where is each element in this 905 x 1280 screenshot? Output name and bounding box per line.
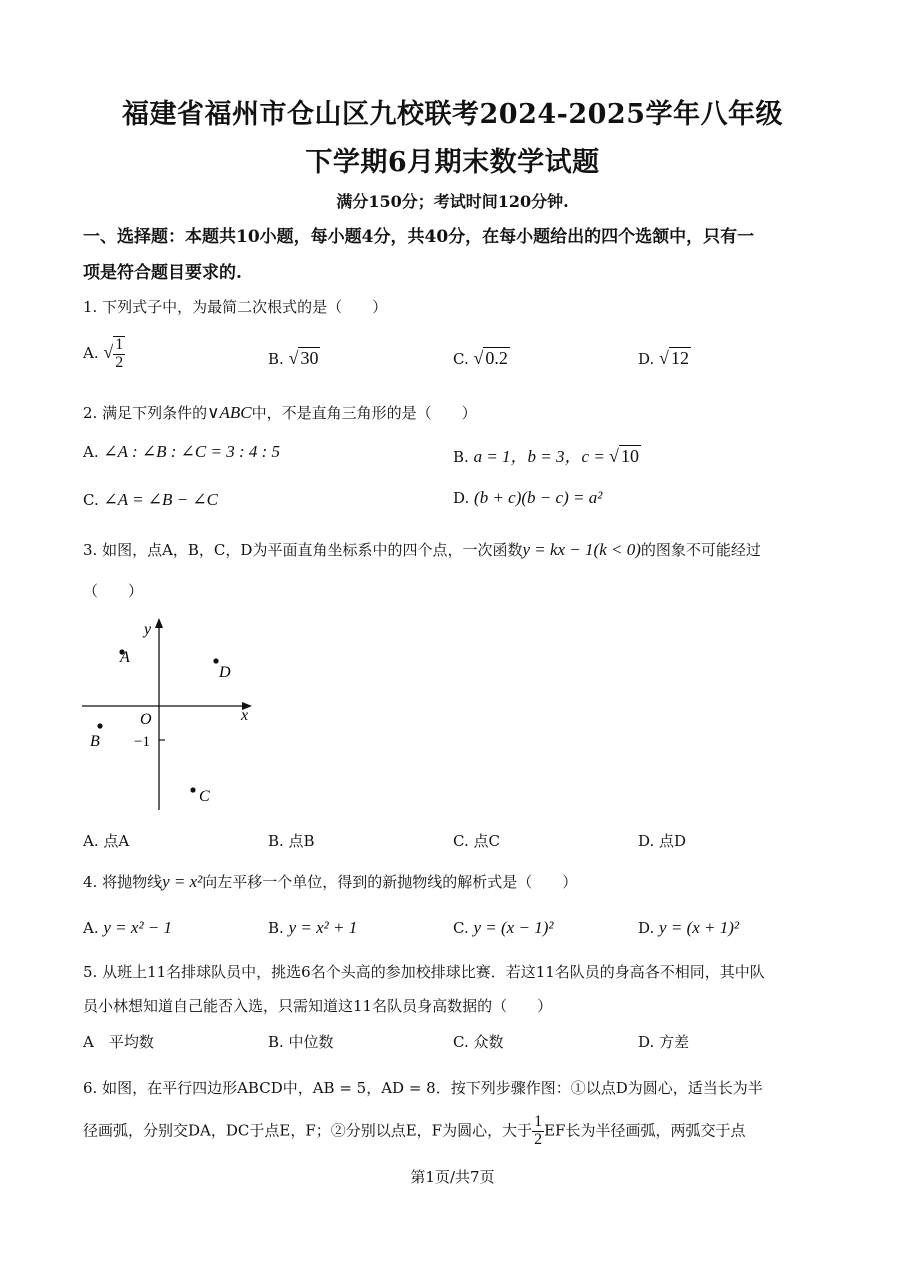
q2-stem-post: 中，不是直角三角形的是（ ） bbox=[251, 404, 477, 422]
section-heading-line1: 一、选择题：本题共10小题，每小题4分，共40分，在每小题给出的四个选颔中，只有一 bbox=[83, 227, 755, 247]
q6-stem-line2-pre: 径画弧，分别交DA，DC于点E，F；②分别以点E，F为圆心，大于 bbox=[83, 1121, 533, 1140]
q2-option-d bbox=[453, 488, 602, 508]
exam-title-line1: 福建省福州市仓山区九校联考2024-2025学年八年级 bbox=[122, 99, 783, 130]
q6-stem-line1: 6. 如图，在平行四边形ABCD中，AB = 5，AD = 8．按下列步骤作图：①以点D为圆心，适当长为半 bbox=[83, 1079, 763, 1097]
q3-option-a: A. 点A bbox=[83, 832, 130, 850]
q1-c-label: C. bbox=[453, 350, 469, 368]
q4-d-label: D. bbox=[638, 919, 655, 937]
q2-c-label: C. bbox=[83, 491, 99, 509]
q3-option-c: C. 点C bbox=[453, 832, 500, 850]
q2-c-expr: ∠A = ∠B − ∠C bbox=[103, 490, 218, 509]
q3-option-b: B. 点B bbox=[268, 832, 315, 850]
tick-label: −1 bbox=[134, 734, 150, 750]
q1-d-label: D. bbox=[638, 350, 655, 368]
q1-a-fraction bbox=[113, 336, 125, 372]
x-axis-label: x bbox=[241, 707, 249, 724]
exam-title-line2: 下学期6月期末数学试题 bbox=[305, 147, 600, 178]
q6-fraction-numerator: 1 bbox=[534, 1113, 543, 1130]
q1-b-label: B. bbox=[268, 350, 284, 368]
q2-stem bbox=[83, 402, 477, 423]
q4-option-d bbox=[638, 918, 739, 938]
q4-c-expr: y = (x − 1)² bbox=[473, 918, 554, 937]
q1-a-numerator: 1 bbox=[115, 336, 124, 353]
q1-option-c bbox=[453, 348, 510, 369]
q2-b-expr: a = 1，b = 3，c = bbox=[473, 447, 610, 466]
q5-option-a: A 平均数 bbox=[83, 1033, 154, 1051]
q4-stem bbox=[83, 871, 577, 892]
q4-a-expr: y = x² − 1 bbox=[103, 918, 173, 937]
q4-stem-pre: 4. 将抛物线 bbox=[83, 873, 163, 891]
point-d bbox=[213, 658, 218, 663]
q5-option-c: C. 众数 bbox=[453, 1033, 504, 1051]
q2-option-c bbox=[83, 490, 218, 510]
q3-stem-paren: （ ） bbox=[83, 582, 144, 600]
q3-stem-func: y = kx − 1(k < 0) bbox=[522, 540, 641, 559]
q2-b-radicand: 10 bbox=[620, 446, 639, 466]
q2-a-expr: ∠A : ∠B : ∠C = 3 : 4 : 5 bbox=[103, 442, 281, 461]
q6-stem-line2-post: EF长为半径画弧，两弧交于点 bbox=[544, 1121, 746, 1140]
q3-coordinate-graph bbox=[78, 612, 268, 817]
section-heading-line2: 项是符合题目要求的. bbox=[83, 263, 242, 283]
q2-a-label: A. bbox=[83, 443, 99, 461]
q1-option-b bbox=[268, 348, 320, 369]
q2-option-a bbox=[83, 442, 280, 462]
q2-d-label: D. bbox=[453, 489, 470, 507]
page-footer: 第1页/共7页 bbox=[410, 1168, 495, 1186]
point-b-label: B bbox=[90, 733, 100, 750]
point-c bbox=[190, 787, 195, 792]
exam-info: 满分150分；考试时间120分钟. bbox=[336, 192, 569, 211]
q1-option-d bbox=[638, 348, 691, 369]
q4-a-label: A. bbox=[83, 919, 99, 937]
q5-option-d: D. 方差 bbox=[638, 1033, 690, 1051]
q2-b-label: B. bbox=[453, 448, 469, 466]
q2-d-expr: (b + c)(b − c) = a² bbox=[474, 488, 603, 507]
q1-c-radicand: 0.2 bbox=[485, 348, 508, 368]
q1-b-sqrt: √ 30 bbox=[288, 348, 319, 368]
q4-c-label: C. bbox=[453, 919, 469, 937]
q4-option-a bbox=[83, 918, 172, 938]
y-axis-label: y bbox=[144, 621, 152, 638]
sqrt-symbol: √ bbox=[103, 341, 114, 362]
q2-b-sqrt: √ 10 bbox=[609, 446, 639, 466]
q4-option-c bbox=[453, 918, 553, 938]
q1-a-label: A. bbox=[83, 343, 99, 362]
q6-fraction bbox=[532, 1114, 544, 1149]
q2-stem-triangle: ∨ABC bbox=[207, 403, 252, 422]
q3-stem bbox=[83, 539, 761, 560]
q4-b-label: B. bbox=[268, 919, 284, 937]
q3-stem-pre: 3. 如图，点A，B，C，D为平面直角坐标系中的四个点，一次函数 bbox=[83, 541, 523, 559]
q1-option-a bbox=[83, 336, 125, 372]
origin-label: O bbox=[140, 711, 152, 728]
point-c-label: C bbox=[199, 788, 210, 805]
point-b bbox=[97, 723, 102, 728]
point-d-label: D bbox=[219, 664, 231, 681]
q4-b-expr: y = x² + 1 bbox=[288, 918, 358, 937]
q1-c-sqrt: √ 0.2 bbox=[473, 348, 508, 368]
y-axis-arrow bbox=[155, 618, 163, 628]
q4-d-expr: y = (x + 1)² bbox=[659, 918, 739, 937]
q1-a-denominator: 2 bbox=[115, 353, 124, 371]
q1-d-radicand: 12 bbox=[670, 348, 689, 368]
q1-stem: 1. 下列式子中，为最简二次根式的是（ ） bbox=[83, 298, 388, 316]
q1-d-sqrt: √ 12 bbox=[659, 348, 689, 368]
point-a-label: A bbox=[120, 649, 130, 666]
q4-stem-func: y = x² bbox=[162, 872, 203, 891]
q5-stem-line1: 5. 从班上11名排球队员中，挑选6名个头高的参加校排球比赛．若这11名队员的身高各不相同，其中队 bbox=[83, 963, 765, 981]
q6-stem-line2 bbox=[83, 1114, 745, 1149]
q4-option-b bbox=[268, 918, 357, 938]
q5-stem-line2: 员小林想知道自己能否入选，只需知道这11名队员身高数据的（ ） bbox=[83, 997, 553, 1015]
q6-fraction-denominator: 2 bbox=[534, 1130, 543, 1148]
q3-option-d: D. 点D bbox=[638, 832, 687, 850]
q2-stem-pre: 2. 满足下列条件的 bbox=[83, 404, 208, 422]
q2-option-b bbox=[453, 442, 641, 467]
q3-stem-post: 的图象不可能经过 bbox=[640, 541, 761, 559]
q5-option-b: B. 中位数 bbox=[268, 1033, 334, 1051]
q1-b-radicand: 30 bbox=[300, 348, 319, 368]
q4-stem-post: 向左平移一个单位，得到的新抛物线的解析式是（ ） bbox=[202, 873, 578, 891]
